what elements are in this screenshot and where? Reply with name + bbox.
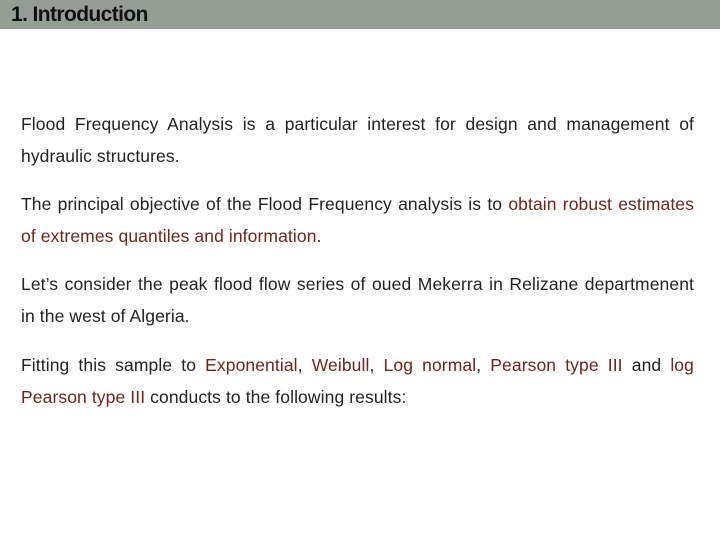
objective-text: The principal objective of the Flood Frequency analysis is to — [21, 194, 509, 214]
distribution-exponential: Exponential — [205, 355, 298, 375]
paragraph-series: Let’s consider the peak flood flow series of oued Mekerra in Relizane departmenent in the west of Algeria. — [21, 274, 694, 326]
fitting-intro: Fitting this sample to — [21, 355, 206, 375]
separator: , — [369, 355, 384, 375]
title-bar — [0, 0, 720, 29]
fitting-outro: conducts to the following results: — [145, 387, 407, 407]
separator: , — [297, 355, 312, 375]
separator: , — [476, 355, 491, 375]
slide-content — [21, 108, 694, 413]
slide-title: 1. Introduction — [11, 3, 148, 26]
paragraph-fitting — [21, 349, 694, 413]
distribution-log-pearson-iii: log Pearson type III — [21, 355, 694, 407]
distribution-pearson-iii: Pearson type III — [490, 355, 623, 375]
paragraph-intro: Flood Frequency Analysis is a particular interest for design and management of hydraulic structures. — [21, 114, 694, 166]
distribution-weibull: Weibull — [311, 355, 370, 375]
objective-end: . — [316, 226, 322, 246]
distribution-log-normal: Log normal — [383, 355, 477, 375]
objective-highlight: obtain robust estimates of extremes quantiles and information — [21, 194, 694, 246]
separator: and — [622, 355, 671, 375]
paragraph-objective — [21, 188, 694, 252]
